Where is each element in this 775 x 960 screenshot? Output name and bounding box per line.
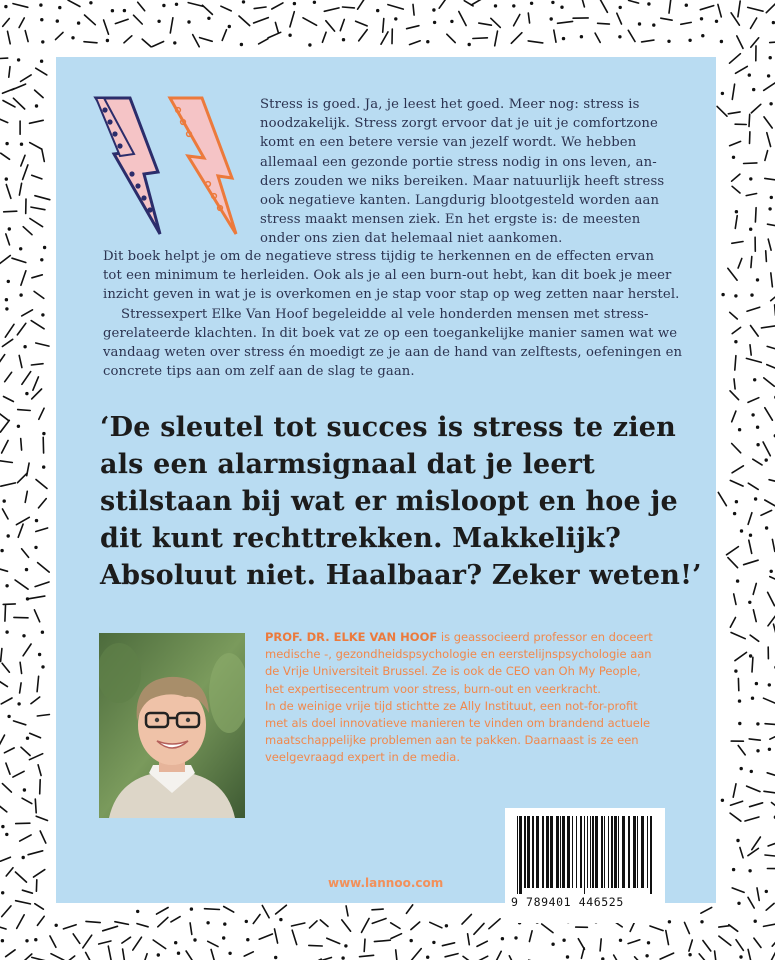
bio-line-rest: is geassocieerd professor en doceert (437, 630, 653, 644)
body-line: inzicht geven in wat je is overkomen en je stap voor stap op weg zetten naar herstel. (103, 287, 680, 303)
description-paragraph (103, 247, 683, 381)
body-line: gerelateerde klachten. In dit boek vat ze op een toegankelijke manier samen wat we (103, 325, 678, 341)
intro-line: ders zouden we niks bereiken. Maar natuurlijk heeft stress (260, 173, 665, 189)
quote-line: dit kunt rechttrekken. Makkelijk? (100, 523, 622, 554)
author-photo (99, 633, 245, 818)
bio-line (265, 629, 705, 646)
bio-line: met als doel innovatieve manieren te vinden om brandend actuele (265, 716, 651, 731)
quote-line: ‘De sleutel tot succes is stress te zien (100, 412, 676, 443)
barcode (505, 808, 665, 923)
body-line: vandaag weten over stress én moedigt ze je aan de hand van zelftests, oefeningen en (103, 345, 683, 361)
bio-line: maatschappelijke problemen aan te pakken. Daarnaast is ze een (265, 733, 639, 748)
body-line: Dit boek helpt je om de negatieve stress tijdig te herkennen en de effecten ervan (103, 249, 655, 264)
quote-line: stilstaan bij wat er misloopt en hoe je (100, 486, 678, 517)
pull-quote (100, 409, 700, 594)
bio-line: In de weinige vrije tijd stichtte ze Ally Instituut, een not-for-profit (265, 698, 638, 713)
quote-line: als een alarmsignaal dat je leert (100, 449, 595, 480)
back-cover-panel (56, 57, 716, 903)
author-name: PROF. DR. ELKE VAN HOOF (265, 630, 438, 644)
intro-line: onder ons zien dat helemaal niet aankomen. (260, 231, 563, 247)
intro-line: komt en een betere versie van jezelf wordt. We hebben (260, 135, 637, 151)
body-line: tot een minimum te herleiden. Ook als je al een burn-out hebt, kan dit boek je meer (103, 268, 672, 284)
publisher-website-link[interactable]: www.lannoo.com (328, 876, 444, 890)
body-line: concrete tips aan om zelf aan de slag te gaan. (103, 364, 415, 380)
quote-line: Absoluut niet. Haalbaar? Zeker weten!’ (100, 560, 702, 591)
lightning-bolts-icon (90, 92, 240, 237)
lightning-bolt-orange-icon (170, 98, 236, 234)
intro-line: allemaal een gezonde portie stress nodig in ons leven, an- (260, 154, 657, 170)
bio-line: het expertisecentrum voor stress, burn-out en veerkracht. (265, 681, 601, 696)
isbn-number: 9 789401 446525 (511, 895, 624, 909)
intro-paragraph (260, 95, 696, 249)
bio-line: medische -, gezondheidspsychologie en eerstelijnspsychologie aan (265, 647, 652, 662)
intro-line: stress maakt mensen ziek. En het ergste is: de meesten (260, 212, 641, 228)
body-line: Stressexpert Elke Van Hoof begeleidde al vele honderden mensen met stress- (121, 306, 649, 322)
intro-line: ook negatieve kanten. Langdurig blootgesteld worden aan (260, 193, 660, 209)
barcode-bars (513, 816, 657, 894)
author-bio (265, 629, 705, 767)
intro-line: Stress is goed. Ja, je leest het goed. Meer nog: stress is (260, 97, 640, 112)
lightning-bolt-navy-icon (96, 98, 160, 234)
bio-line: veelgevraagd expert in de media. (265, 750, 461, 765)
bio-line: de Vrije Universiteit Brussel. Ze is ook de CEO van Oh My People, (265, 664, 641, 679)
intro-line: noodzakelijk. Stress zorgt ervoor dat je uit je comfortzone (260, 116, 659, 132)
